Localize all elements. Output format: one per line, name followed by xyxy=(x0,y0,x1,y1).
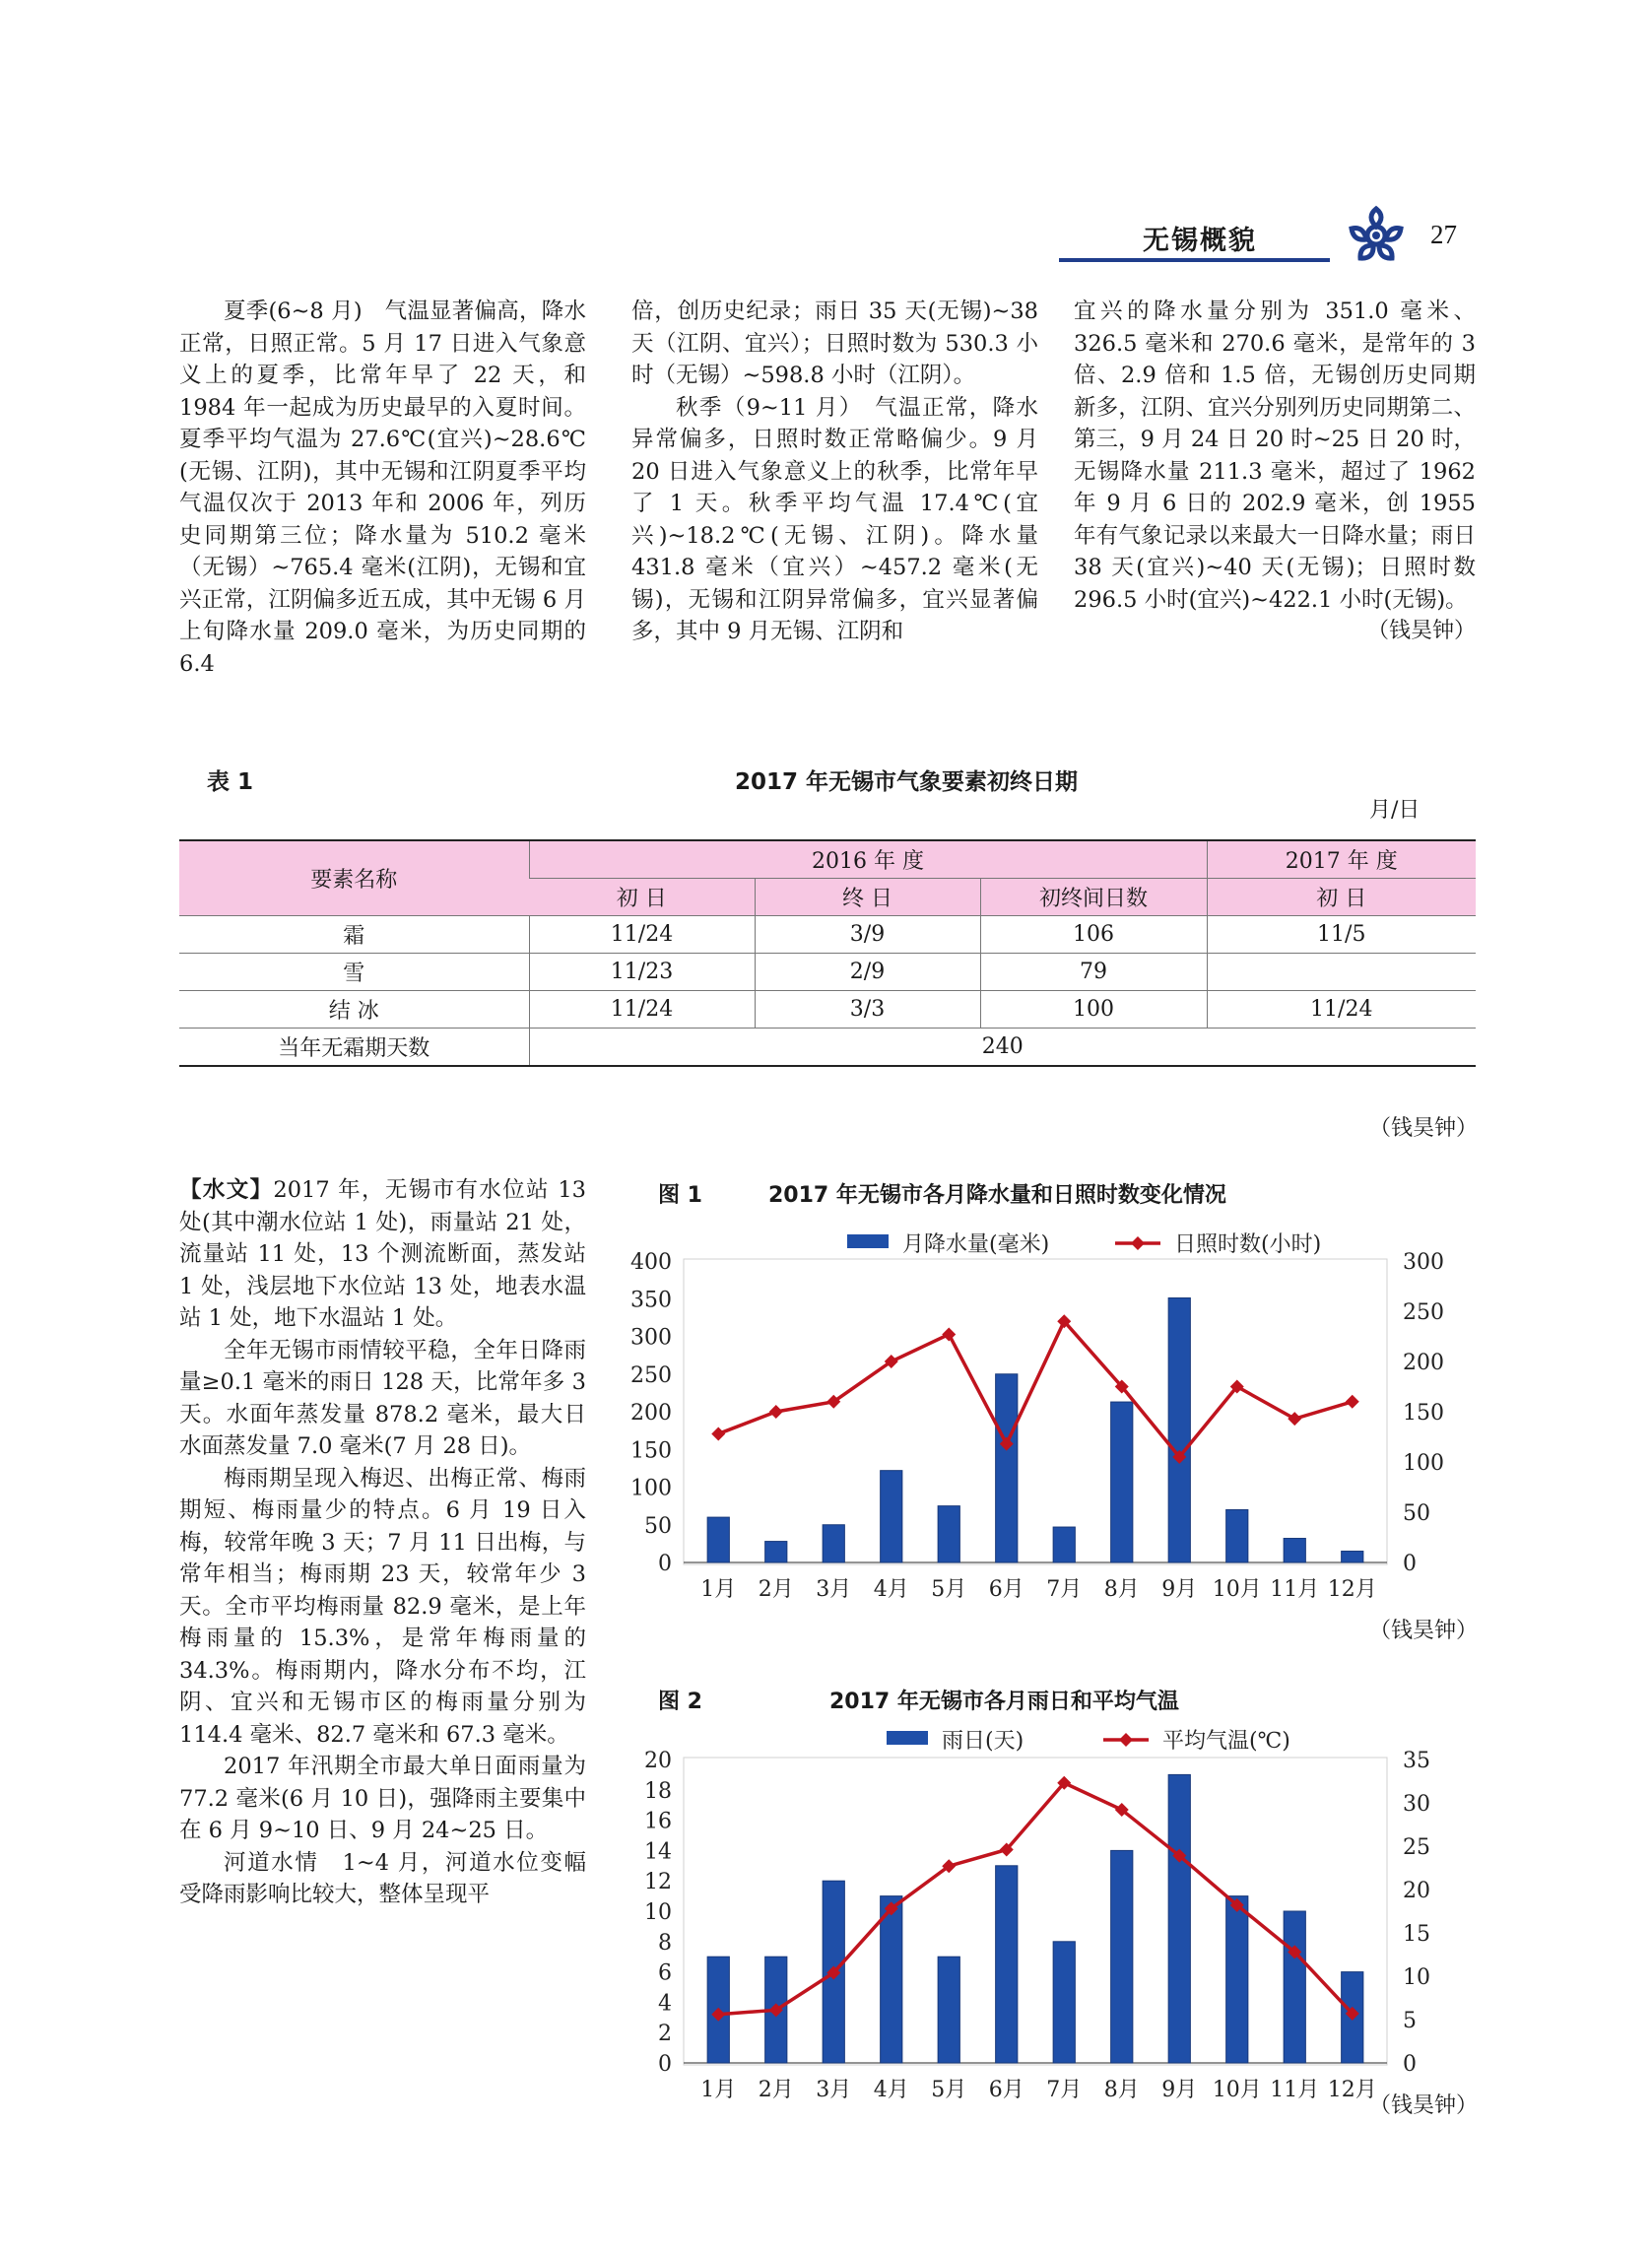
cell-first-2017: 11/24 xyxy=(1207,991,1476,1029)
line-point xyxy=(942,1327,956,1341)
y-left-tick-label: 400 xyxy=(630,1250,672,1275)
hydrology-paragraph-1: 2017 年，无锡市有水位站 13 处(其中潮水位站 1 处)，雨量站 21 处，流量站 11 处，13 个测流断面，蒸发站 1 处，浅层地下水位站 13 处，地表水温站 1 处，地下水温站 1 处。 xyxy=(179,1177,586,1331)
y-left-tick-label: 200 xyxy=(630,1401,672,1426)
y-right-tick-label: 0 xyxy=(1403,2052,1417,2077)
bar xyxy=(765,1542,787,1562)
x-tick-label: 5月 xyxy=(931,2078,967,2102)
y-left-tick-label: 250 xyxy=(630,1362,672,1388)
cell-frostfree-value: 240 xyxy=(529,1029,1476,1067)
y-left-tick-label: 50 xyxy=(644,1513,672,1539)
y-left-tick-label: 10 xyxy=(644,1900,672,1925)
bar xyxy=(1226,1896,1248,2063)
bar xyxy=(1111,1402,1133,1562)
x-tick-label: 2月 xyxy=(758,2078,794,2102)
table-signature: （钱昊钟） xyxy=(1369,1116,1479,1141)
y-left-tick-label: 16 xyxy=(644,1809,672,1834)
y-left-tick-label: 12 xyxy=(644,1870,672,1895)
cell-name: 霜 xyxy=(179,916,529,954)
cell-last: 2/9 xyxy=(755,954,980,991)
header-first-day-2017: 初 日 xyxy=(1207,879,1476,916)
summer-paragraph: 夏季(6~8 月) 气温显著偏高，降水正常，日照正常。5 月 17 日进入气象意义上的夏季，比常年早了 22 天，和 1984 年一起成为历史最早的入夏时间。夏季平均气温为 27.6℃(宜兴)~28.6℃(无锡、江阴)，其中无锡和江阴夏季平均气温仅次于 2013 年和 2006 年，列历史同期第三位；降水量为 510.2 毫米（无锡）~765.4 毫米(江阴)，无锡和宜兴正常，江阴偏多近五成，其中无锡 6 月上旬降水量 209.0 毫米，为历史同期的 6.4 xyxy=(179,299,586,677)
x-tick-label: 4月 xyxy=(873,1577,909,1602)
y-left-tick-label: 0 xyxy=(658,2052,672,2077)
cell-interval: 100 xyxy=(980,991,1207,1029)
table-row xyxy=(179,991,1476,1029)
x-tick-label: 12月 xyxy=(1327,1577,1377,1602)
x-tick-label: 1月 xyxy=(700,1577,737,1602)
header-element: 要素名称 xyxy=(179,840,529,916)
table-title: 2017 年无锡市气象要素初终日期 xyxy=(734,769,1079,795)
bar xyxy=(996,1866,1018,2063)
x-tick-label: 4月 xyxy=(873,2078,909,2102)
y-right-tick-label: 300 xyxy=(1403,1250,1444,1275)
city-logo-icon xyxy=(1344,203,1409,268)
cell-first: 11/24 xyxy=(529,916,755,954)
line-point xyxy=(769,1405,783,1419)
figure-2-title: 2017 年无锡市各月雨日和平均气温 xyxy=(829,1690,1179,1714)
header-last-day: 终 日 xyxy=(755,879,980,916)
x-tick-label: 7月 xyxy=(1046,1577,1083,1602)
summer-paragraph-cont: 倍，创历史纪录；雨日 35 天(无锡)~38 天（江阴、宜兴）；日照时数为 530.3 小时（无锡）~598.8 小时（江阴）。 xyxy=(631,299,1038,388)
x-tick-label: 9月 xyxy=(1161,2078,1198,2102)
bar xyxy=(1168,1297,1190,1562)
bar xyxy=(881,1896,902,2063)
cell-first-2017: 11/5 xyxy=(1207,916,1476,954)
line-point xyxy=(1346,1395,1359,1409)
x-tick-label: 9月 xyxy=(1161,1577,1198,1602)
hydrology-tag: 【水文】 xyxy=(179,1177,274,1203)
line-series xyxy=(718,1783,1353,2015)
cell-name: 雪 xyxy=(179,954,529,991)
y-left-tick-label: 150 xyxy=(630,1438,672,1464)
cell-first: 11/23 xyxy=(529,954,755,991)
x-tick-label: 7月 xyxy=(1046,2078,1083,2102)
y-right-tick-label: 25 xyxy=(1403,1835,1430,1860)
legend-bar-label: 雨日(天) xyxy=(942,1729,1024,1754)
cell-first-2017 xyxy=(1207,954,1476,991)
y-right-tick-label: 35 xyxy=(1403,1749,1430,1773)
bar xyxy=(707,1517,729,1562)
y-right-tick-label: 5 xyxy=(1403,2009,1417,2033)
plot-frame xyxy=(684,1758,1387,2065)
cell-interval: 79 xyxy=(980,954,1207,991)
legend-line-marker xyxy=(1119,1733,1133,1747)
cell-last: 3/3 xyxy=(755,991,980,1029)
hydrology-paragraph-4: 2017 年汛期全市最大单日面雨量为 77.2 毫米(6 月 10 日)，强降雨主要集中在 6 月 9~10 日、9 月 24~25 日。 xyxy=(179,1754,586,1843)
x-tick-label: 2月 xyxy=(758,1577,794,1602)
y-right-tick-label: 10 xyxy=(1403,1965,1430,1990)
x-tick-label: 11月 xyxy=(1270,2078,1320,2102)
y-right-tick-label: 100 xyxy=(1403,1451,1444,1476)
cell-first: 11/24 xyxy=(529,991,755,1029)
y-left-tick-label: 8 xyxy=(658,1930,672,1956)
cell-frostfree-label: 当年无霜期天数 xyxy=(179,1029,529,1067)
legend-bar-swatch xyxy=(847,1234,889,1248)
table-unit: 月/日 xyxy=(1369,798,1421,823)
hydrology-paragraph-5: 河道水情 1~4 月，河道水位变幅受降雨影响比较大，整体呈现平 xyxy=(179,1849,586,1907)
x-tick-label: 5月 xyxy=(931,1577,967,1602)
y-left-tick-label: 100 xyxy=(630,1476,672,1501)
column-2 xyxy=(631,296,1038,648)
figure-1-svg xyxy=(621,1210,1478,1604)
hydrology-paragraph-3: 梅雨期呈现入梅迟、出梅正常、梅雨期短、梅雨量少的特点。6 月 19 日入梅，较常年晚 3 天；7 月 11 日出梅，与常年相当；梅雨期 23 天，较常年少 3 天。全市平均梅雨量 82.9 毫米，是上年梅雨量的 15.3%，是常年梅雨量的 34.3%。梅雨期内，降水分布不均，江阴、宜兴和无锡市区的梅雨量分别为 114.4 毫米、82.7 毫米和 67.3 毫米。 xyxy=(179,1465,586,1748)
y-right-tick-label: 0 xyxy=(1403,1552,1417,1576)
bar xyxy=(1053,1942,1075,2063)
x-tick-label: 3月 xyxy=(816,1577,852,1602)
meteorology-table xyxy=(179,839,1476,1067)
table-header-row xyxy=(179,840,1476,879)
figure-1-label: 图 1 xyxy=(658,1183,702,1208)
hydrology-paragraph-2: 全年无锡市雨情较平稳，全年日降雨量≥0.1 毫米的雨日 128 天，比常年多 3 天。水面年蒸发量 878.2 毫米，最大日水面蒸发量 7.0 毫米(7 月 28 日)。 xyxy=(179,1337,586,1459)
page-number: 27 xyxy=(1430,220,1457,249)
line-point xyxy=(1288,1412,1301,1426)
table-row xyxy=(179,954,1476,991)
x-tick-label: 8月 xyxy=(1103,2078,1140,2102)
header-2016: 2016 年 度 xyxy=(529,840,1207,879)
bar xyxy=(1226,1509,1248,1562)
autumn-paragraph-cont: 宜兴的降水量分别为 351.0 毫米、326.5 毫米和 270.6 毫米，是常年的 3 倍、2.9 倍和 1.5 倍，无锡创历史同期新多，江阴、宜兴分别列历史同期第二、第三，9 月 24 日 20 时~25 日 20 时，无锡降水量 211.3 毫米，超过了 1962 年 9 月 6 日的 202.9 毫米，创 1955 年有气象记录以来最大一日降水量；雨日 38 天(宜兴)~40 天(无锡)；日照时数 296.5 小时(宜兴)~422.1 小时(无锡)。 xyxy=(1074,299,1476,613)
bar xyxy=(1168,1774,1190,2063)
x-tick-label: 8月 xyxy=(1103,1577,1140,1602)
y-left-tick-label: 4 xyxy=(658,1991,672,2017)
x-tick-label: 1月 xyxy=(700,2078,737,2102)
y-left-tick-label: 300 xyxy=(630,1325,672,1351)
bar xyxy=(1053,1527,1075,1562)
legend-bar-label: 月降水量(毫米) xyxy=(902,1232,1050,1257)
table-row xyxy=(179,916,1476,954)
legend-line-label: 日照时数(小时) xyxy=(1174,1232,1322,1257)
cell-interval: 106 xyxy=(980,916,1207,954)
figure-1-chart xyxy=(621,1210,1478,1604)
table-row xyxy=(179,1029,1476,1067)
bar xyxy=(881,1471,902,1562)
header-first-day: 初 日 xyxy=(529,879,755,916)
y-left-tick-label: 0 xyxy=(658,1552,672,1576)
line-series xyxy=(718,1321,1353,1457)
column-3 xyxy=(1074,296,1476,648)
figure-1-signature: （钱昊钟） xyxy=(1369,1619,1479,1643)
header-2017: 2017 年 度 xyxy=(1207,840,1476,879)
autumn-paragraph: 秋季（9~11 月） 气温正常，降水异常偏多，日照时数正常略偏少。9 月 20 日进入气象意义上的秋季，比常年早了 1 天。秋季平均气温 17.4℃(宜兴)~18.2℃(无锡、江阴)。降水量 431.8 毫米（宜兴）~457.2 毫米(无锡)，无锡和江阴异常偏多，宜兴显著偏多，其中 9 月无锡、江阴和 xyxy=(631,394,1038,644)
y-left-tick-label: 6 xyxy=(658,1960,672,1986)
y-right-tick-label: 50 xyxy=(1403,1501,1430,1526)
y-right-tick-label: 20 xyxy=(1403,1879,1430,1903)
legend-bar-swatch xyxy=(887,1731,928,1745)
x-tick-label: 11月 xyxy=(1270,1577,1320,1602)
line-point xyxy=(711,1427,725,1440)
y-right-tick-label: 200 xyxy=(1403,1351,1444,1375)
bar xyxy=(1284,1911,1305,2063)
figure-2-label: 图 2 xyxy=(658,1690,702,1714)
y-left-tick-label: 2 xyxy=(658,2022,672,2047)
y-left-tick-label: 14 xyxy=(644,1839,672,1865)
x-tick-label: 10月 xyxy=(1212,1577,1262,1602)
bar xyxy=(1342,1552,1363,1562)
legend-line-label: 平均气温(℃) xyxy=(1162,1729,1290,1754)
y-left-tick-label: 350 xyxy=(630,1288,672,1313)
table-label: 表 1 xyxy=(207,769,254,795)
figure-2-chart xyxy=(621,1718,1478,2112)
figure-1-title: 2017 年无锡市各月降水量和日照时数变化情况 xyxy=(768,1183,1226,1208)
bar xyxy=(1284,1539,1305,1562)
bar xyxy=(1111,1850,1133,2063)
y-left-tick-label: 20 xyxy=(644,1749,672,1773)
header-title: 无锡概貌 xyxy=(1143,226,1257,256)
bar xyxy=(823,1525,844,1562)
legend-line-marker xyxy=(1131,1236,1145,1250)
column-1 xyxy=(179,296,586,680)
x-tick-label: 12月 xyxy=(1327,2078,1377,2102)
y-right-tick-label: 250 xyxy=(1403,1300,1444,1325)
x-tick-label: 6月 xyxy=(988,2078,1024,2102)
y-right-tick-label: 15 xyxy=(1403,1922,1430,1947)
x-tick-label: 10月 xyxy=(1212,2078,1262,2102)
cell-last: 3/9 xyxy=(755,916,980,954)
y-right-tick-label: 150 xyxy=(1403,1401,1444,1426)
y-right-tick-label: 30 xyxy=(1403,1792,1430,1817)
hydrology-column xyxy=(179,1174,586,1911)
bar xyxy=(938,1506,959,1562)
bar xyxy=(938,1957,959,2063)
figure-2-svg xyxy=(621,1718,1478,2112)
cell-name: 结 冰 xyxy=(179,991,529,1029)
bar xyxy=(996,1374,1018,1562)
x-tick-label: 3月 xyxy=(816,2078,852,2102)
header-interval: 初终间日数 xyxy=(980,879,1207,916)
signature: （钱昊钟） xyxy=(1366,619,1476,643)
x-tick-label: 6月 xyxy=(988,1577,1024,1602)
y-left-tick-label: 18 xyxy=(644,1778,672,1804)
figure-2-signature: （钱昊钟） xyxy=(1369,2093,1479,2118)
header-rule xyxy=(1059,258,1330,262)
